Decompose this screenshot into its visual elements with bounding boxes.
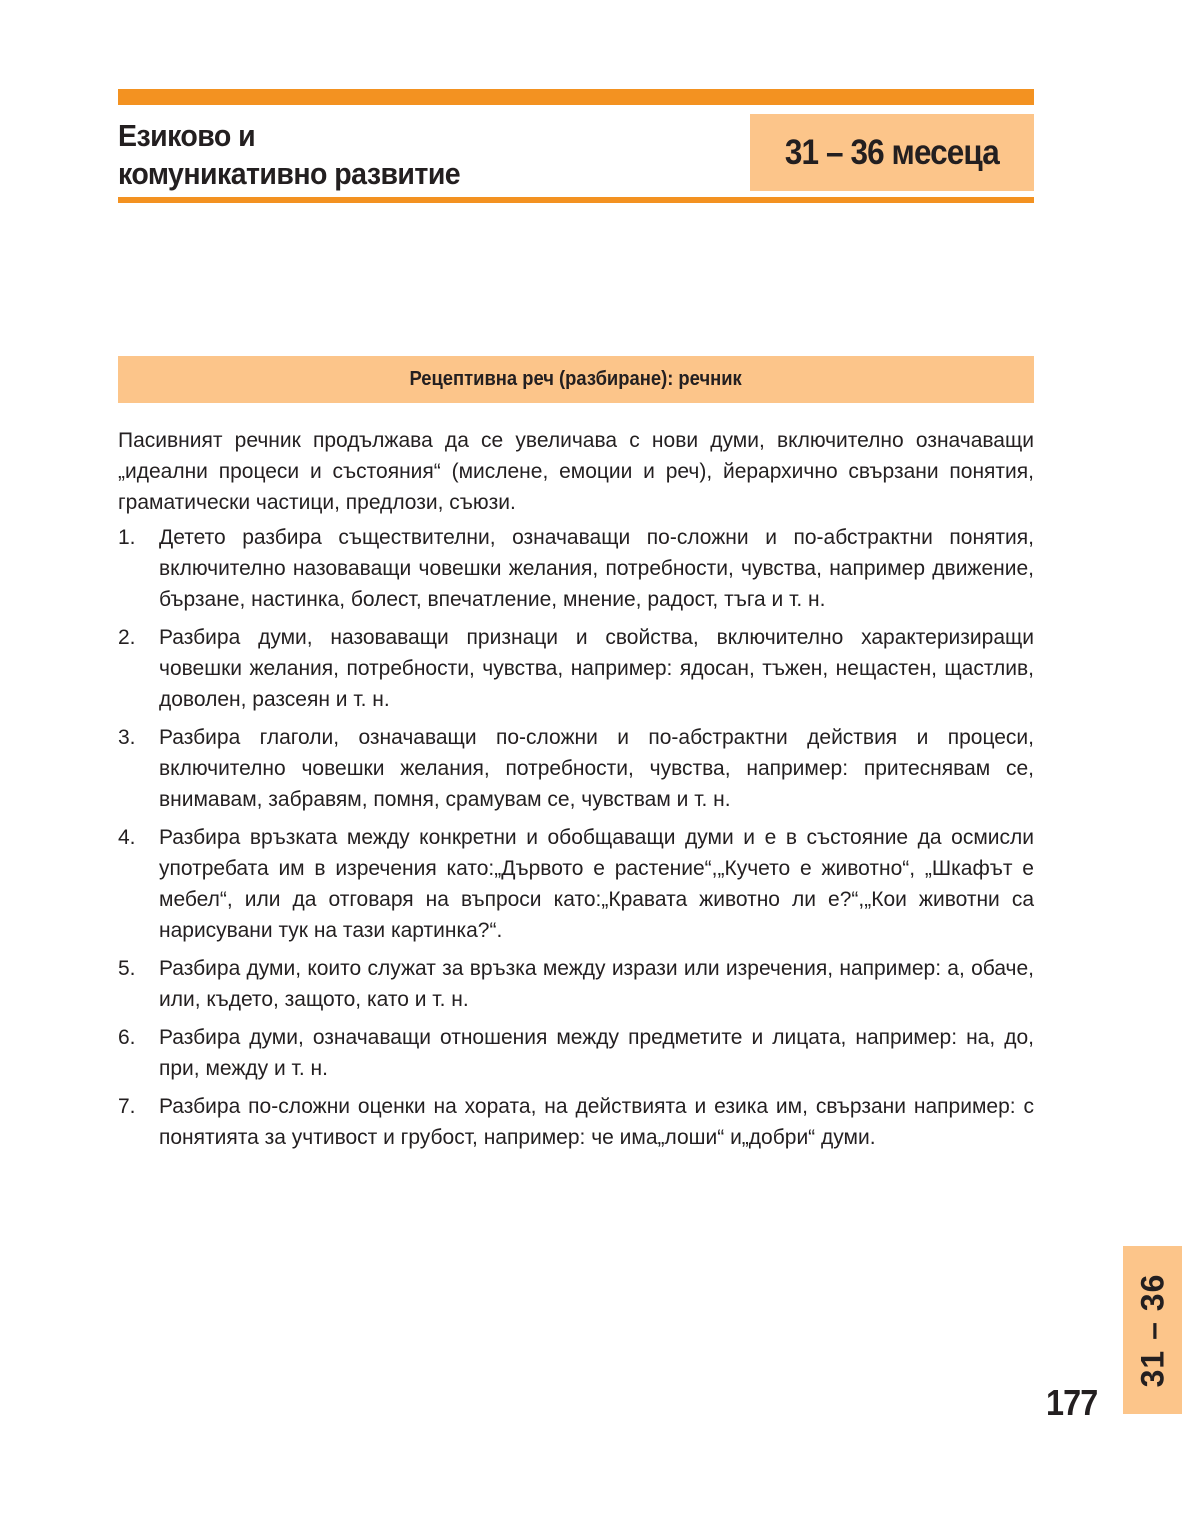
list-item-number: 6. [118, 1026, 136, 1049]
age-range-badge [750, 114, 1034, 191]
list-item [118, 953, 1034, 1015]
bottom-accent-bar [118, 197, 1034, 203]
list-item-number: 5. [118, 957, 136, 980]
side-age-tab-label: 31 – 36 [1134, 1273, 1171, 1387]
list-item [118, 1022, 1034, 1084]
top-accent-bar [118, 89, 1034, 105]
list-item-text: Детето разбира съществителни, означаващи по-сложни и по-абстрактни понятия, включително назоваващи човешки желания, потребности, чувства, например движение, бързане, настинка, болест, впечатление, мнение, радост, тъга и т. н. [159, 526, 1034, 611]
chapter-title-line2: комуникативно развитие [118, 156, 461, 191]
section-heading: Рецептивна реч (разбиране): речник [409, 368, 743, 390]
numbered-list [118, 522, 1034, 1153]
list-item-text: Разбира думи, назоваващи признаци и свойства, включително характеризиращи човешки желания, потребности, чувства, например: ядосан, тъжен, нещастен, щастлив, доволен, разсеян и т. н. [159, 626, 1034, 711]
list-item [118, 722, 1034, 815]
section-content [118, 425, 1034, 1160]
list-item-text: Разбира по-сложни оценки на хората, на действията и езика им, свързани например: с понятията за учтивост и грубост, например: че има„лоши“ и„добри“ думи. [159, 1095, 1034, 1149]
list-item [118, 822, 1034, 946]
list-item [118, 622, 1034, 715]
list-item-text: Разбира глаголи, означаващи по-сложни и по-абстрактни действия и процеси, включително човешки желания, потребности, чувства, например: притеснявам се, внимавам, забравям, помня, срамувам се, чувствам и т. н. [159, 726, 1034, 811]
list-item [118, 522, 1034, 615]
list-item-number: 3. [118, 726, 136, 749]
side-age-tab [1123, 1246, 1182, 1414]
list-item-text: Разбира думи, които служат за връзка между изрази или изречения, например: а, обаче, или, където, защото, като и т. н. [159, 957, 1034, 1011]
list-item-number: 4. [118, 826, 136, 849]
chapter-title-line1: Езиково и [118, 118, 256, 153]
section-heading-box [118, 356, 1034, 403]
list-item [118, 1091, 1034, 1153]
list-item-number: 2. [118, 626, 136, 649]
intro-paragraph: Пасивният речник продължава да се увеличава с нови думи, включително означаващи „идеални процеси и състояния“ (мислене, емоции и реч), йерархично свързани понятия, граматически частици, предлози, съюзи. [118, 429, 1034, 514]
chapter-title [118, 117, 460, 193]
list-item-text: Разбира думи, означаващи отношения между предметите и лицата, например: на, до, при, между и т. н. [159, 1026, 1034, 1080]
list-item-number: 7. [118, 1095, 136, 1118]
list-item-text: Разбира връзката между конкретни и обобщаващи думи и е в състояние да осмисли употребата им в изречения като:„Дървото е растение“,„Кучето е животно“, „Шкафът е мебел“, или да отговаря на въпроси като:„Кравата животно ли е?“,„Кои животни са нарисувани тук на тази картинка?“. [159, 826, 1034, 942]
page-number: 177 [1046, 1382, 1098, 1423]
list-item-number: 1. [118, 526, 136, 549]
age-range-label: 31 – 36 месеца [785, 132, 999, 172]
